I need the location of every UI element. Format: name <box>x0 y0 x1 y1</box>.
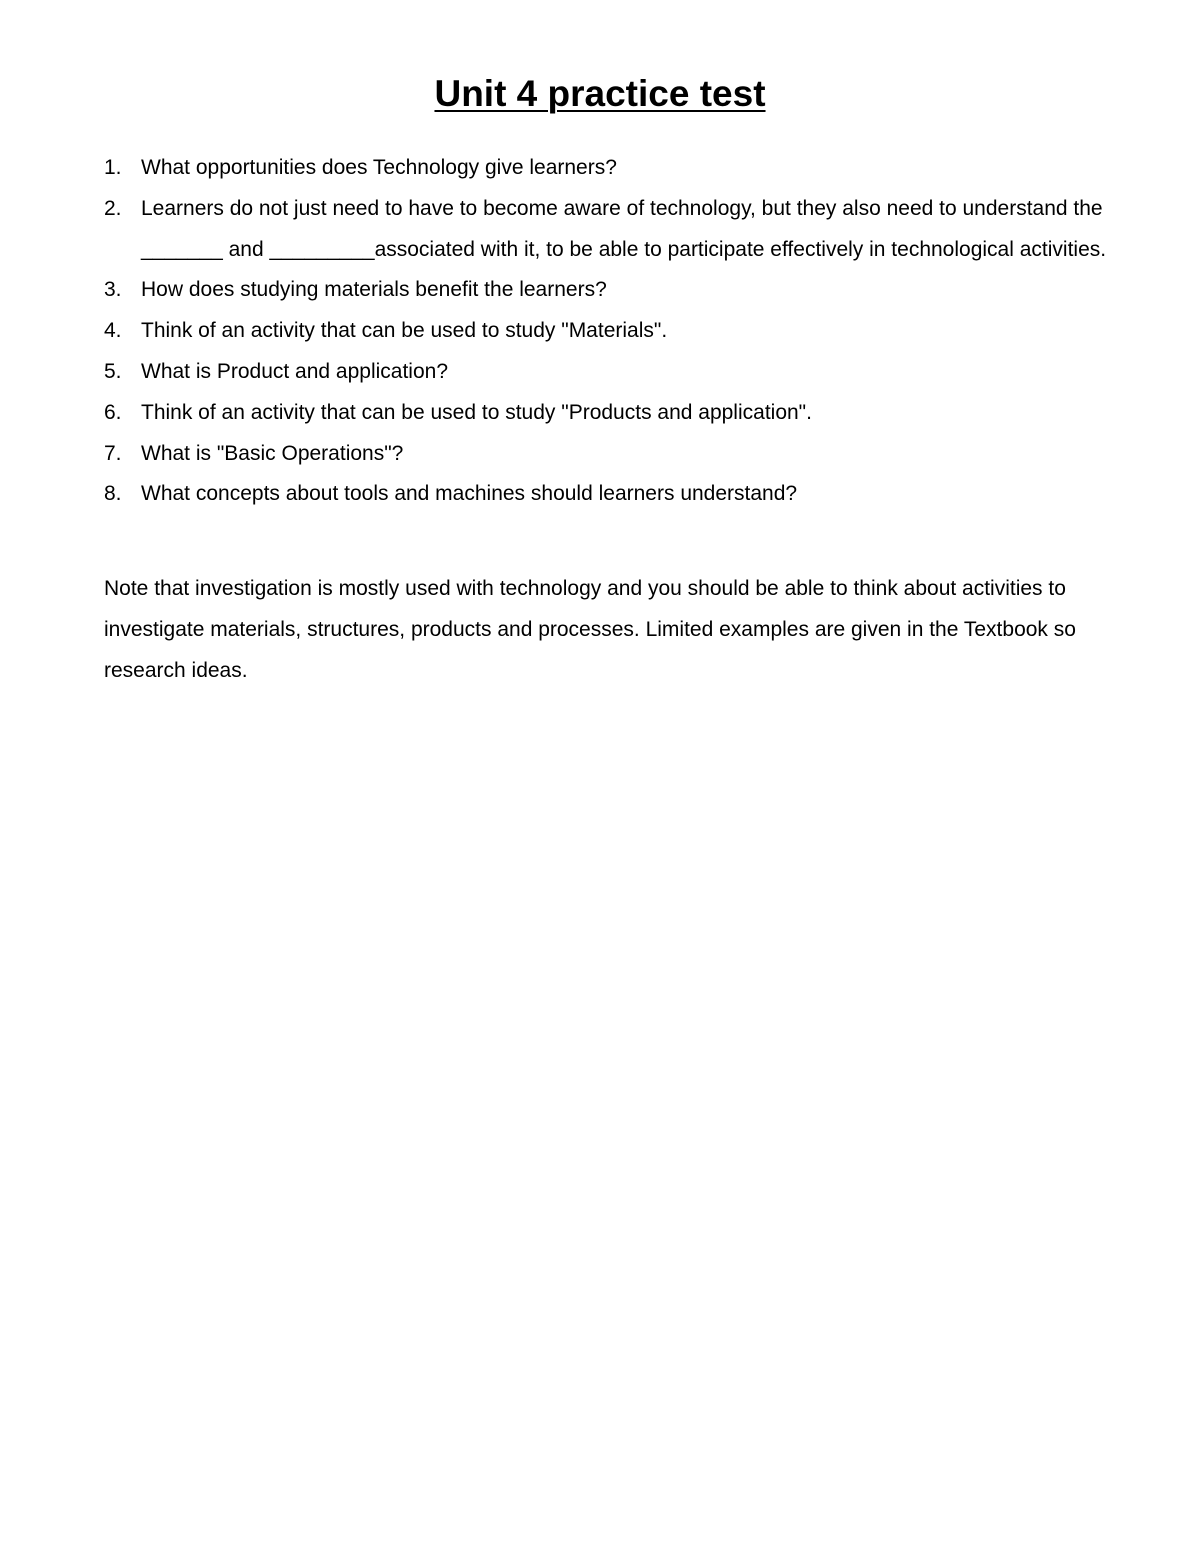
question-item <box>104 474 1134 515</box>
question-number: 4. <box>104 319 122 343</box>
note-paragraph: Note that investigation is mostly used with technology and you should be able to think about activities to investigate materials, structures, products and processes. Limited examples are given in the Textbook so research ideas. <box>104 577 1076 682</box>
question-item <box>104 311 1134 352</box>
question-text: Think of an activity that can be used to study "Materials". <box>141 319 668 343</box>
question-list <box>104 148 1134 515</box>
question-item <box>104 393 1134 434</box>
question-item <box>104 352 1134 393</box>
question-text: Learners do not just need to have to become aware of technology, but they also need to understand the _______ and _________associated with it, to be able to participate effectively in technological activities. <box>141 196 1107 261</box>
question-number: 3. <box>104 278 122 302</box>
question-item <box>104 434 1134 475</box>
question-number: 6. <box>104 400 122 424</box>
question-number: 1. <box>104 156 122 179</box>
question-number: 7. <box>104 441 122 465</box>
question-text: How does studying materials benefit the learners? <box>141 278 607 302</box>
question-text: What concepts about tools and machines should learners understand? <box>141 482 798 506</box>
question-number: 8. <box>104 482 122 506</box>
question-item <box>104 148 1134 189</box>
question-number: 5. <box>104 359 122 383</box>
question-text: What opportunities does Technology give learners? <box>141 156 617 179</box>
question-item <box>104 270 1134 311</box>
question-text: What is Product and application? <box>141 359 449 383</box>
page-title: Unit 4 practice test <box>434 73 766 114</box>
question-text: What is "Basic Operations"? <box>141 441 404 465</box>
question-text: Think of an activity that can be used to study "Products and application". <box>141 400 812 424</box>
question-item <box>104 189 1134 271</box>
question-number: 2. <box>104 196 122 220</box>
